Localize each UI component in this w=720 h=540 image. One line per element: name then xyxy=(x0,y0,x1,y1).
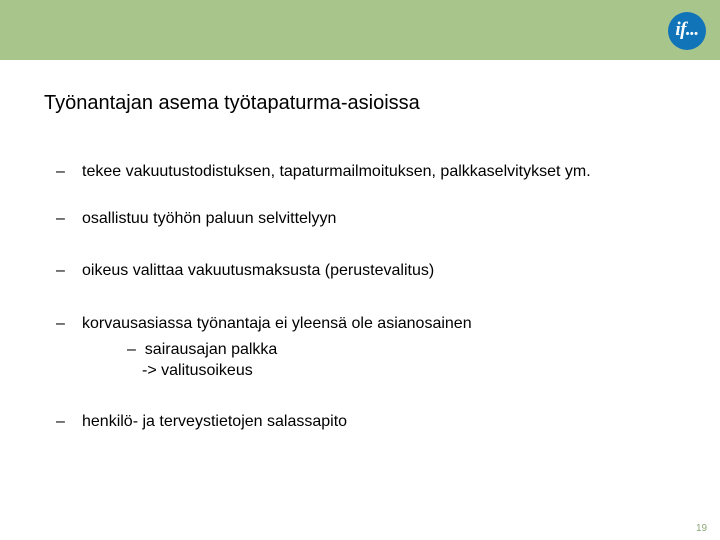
bullet-item xyxy=(56,412,347,432)
bullet-text: henkilö- ja terveystietojen salassapito xyxy=(82,413,348,430)
sub-bullet-text: sairausajan palkka xyxy=(144,341,278,358)
bullet-dash: – xyxy=(56,413,65,430)
bullet-dash: – xyxy=(56,210,65,227)
sub-bullet-dash: – xyxy=(127,341,136,358)
slide-title: Työnantajan asema työtapaturma-asioissa xyxy=(44,92,420,114)
bullet-text: oikeus valittaa vakuutusmaksusta (perustevalitus) xyxy=(82,262,435,279)
bullet-text: osallistuu työhön paluun selvittelyyn xyxy=(82,210,337,227)
bullet-item xyxy=(56,209,336,229)
bullet-dash: – xyxy=(56,163,65,180)
bullet-dash: – xyxy=(56,262,65,279)
bullet-text: tekee vakuutustodistuksen, tapaturmailmoituksen, palkkaselvitykset ym. xyxy=(82,163,591,180)
sub-bullet-note: -> valitusoikeus xyxy=(142,362,253,379)
logo-text: if... xyxy=(675,19,699,40)
sub-bullet-item xyxy=(127,340,277,360)
bullet-dash: – xyxy=(56,315,65,332)
bullet-item xyxy=(56,261,434,281)
bullet-item xyxy=(56,162,591,182)
bullet-text: korvausasiassa työnantaja ei yleensä ole asianosainen xyxy=(82,315,472,332)
bullet-item xyxy=(56,314,472,334)
page-number: 19 xyxy=(696,523,708,534)
